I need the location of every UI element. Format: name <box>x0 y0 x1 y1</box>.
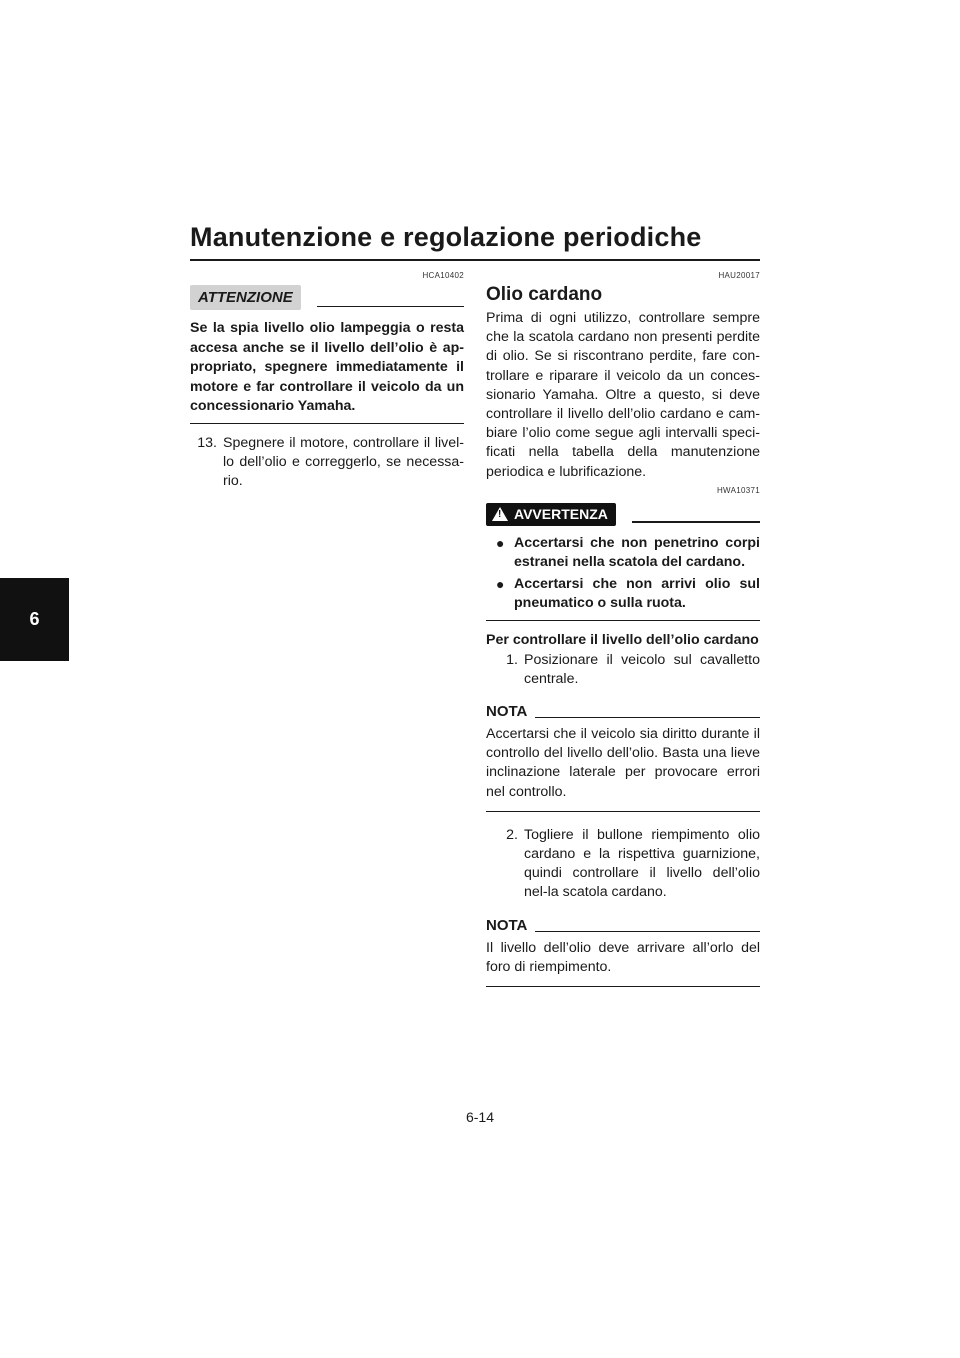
note-header <box>486 916 760 934</box>
warning-label: AVVERTENZA <box>514 505 608 522</box>
reference-code: HWA10371 <box>716 485 760 495</box>
list-item <box>486 534 760 573</box>
warning-triangle-icon: ! <box>492 507 508 521</box>
caution-label: ATTENZIONE <box>190 285 301 310</box>
step-text: Togliere il bullone riempimento olio cardano e la rispettiva guarnizione, quindi controllare il livello dell’olio nel-la scatola cardano. <box>524 826 760 901</box>
caution-end-rule <box>190 423 464 425</box>
section-heading: Olio cardano <box>486 284 603 305</box>
page-title: Manutenzione e regolazione periodiche <box>190 222 702 252</box>
warning-header-rule <box>632 521 760 523</box>
warning-end-rule <box>486 620 760 622</box>
list-item <box>486 826 760 903</box>
chapter-tab: 6 <box>0 578 69 661</box>
note-text: Il livello dell’olio deve arrivare all’orlo del foro di riempimento. <box>486 939 760 975</box>
note-header <box>486 702 760 720</box>
step-number: 13. <box>197 435 217 451</box>
bullet-icon: ● <box>496 534 505 551</box>
list-item <box>190 434 464 492</box>
warning-header <box>486 498 760 526</box>
caution-header-rule <box>317 306 464 308</box>
page-number: 6-14 <box>465 1109 495 1125</box>
note-text: Accertarsi che il veicolo sia diritto durante il controllo del livello dell’olio. Basta una lieve inclinazione laterale per provocare errori nel controllo. <box>486 725 760 800</box>
step-text: Spegnere il motore, controllare il livel-lo dell’olio e correggerlo, se necessa-rio. <box>223 435 464 490</box>
note-label: NOTA <box>486 702 528 720</box>
left-column <box>190 270 464 492</box>
caution-text: Se la spia livello olio lampeggia o resta accesa anche se il livello dell’olio è ap-propriato, spegnere immediatamente il motore e far controllare il veicolo da un concessionario Yamaha. <box>190 320 464 414</box>
list-item <box>486 651 760 689</box>
note-header-rule <box>535 931 760 932</box>
caution-header <box>190 282 464 310</box>
bullet-text: Accertarsi che non arrivi olio sul pneumatico o sulla ruota. <box>514 575 760 612</box>
note-end-rule <box>486 811 760 812</box>
title-divider <box>190 259 760 261</box>
right-column <box>486 270 760 1001</box>
warning-list <box>486 534 760 614</box>
step-number: 1. <box>506 651 518 668</box>
bullet-icon: ● <box>496 575 505 592</box>
step-text: Posizionare il veicolo sul cavalletto centrale. <box>524 651 760 687</box>
step-number: 2. <box>506 826 518 843</box>
note-end-rule <box>486 986 760 987</box>
intro-paragraph: Prima di ogni utilizzo, controllare sempre che la scatola cardano non presenti perdite di olio. Se si riscontrano perdite, fare con-trollare e riparare il veicolo da un conces-sionario Yamaha. Oltre a questo, si deve controllare il livello dell’olio cardano e cam-biare l’olio come segue agli intervalli speci-ficati nella tabella della manutenzione periodica e lubrificazione. <box>486 310 760 480</box>
subheading: Per controllare il livello dell’olio cardano <box>486 632 759 649</box>
list-item <box>486 575 760 614</box>
reference-code: HCA10402 <box>422 271 464 280</box>
bullet-text: Accertarsi che non penetrino corpi estranei nella scatola del cardano. <box>514 534 760 571</box>
warning-label-box <box>486 503 616 526</box>
note-label: NOTA <box>486 916 528 934</box>
reference-code: HAU20017 <box>718 271 760 280</box>
note-header-rule <box>535 717 760 718</box>
